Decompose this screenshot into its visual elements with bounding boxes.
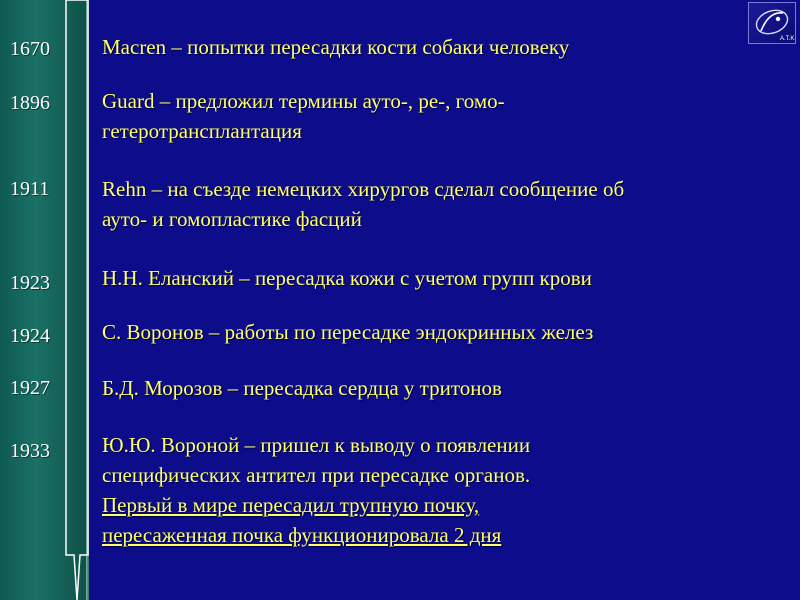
year-1896: 1896 — [10, 92, 50, 114]
entry-line: гетеротрансплантация — [102, 119, 302, 143]
entry-1911 — [102, 174, 782, 234]
year-1927: 1927 — [10, 377, 50, 399]
year-1911: 1911 — [10, 178, 50, 200]
timeline-panel — [0, 0, 89, 600]
entry-line-underlined: Первый в мире пересадил трупную почку, — [102, 493, 480, 517]
entry-line: Б.Д. Морозов – пересадка сердца у тритонов — [102, 376, 502, 400]
entry-1896 — [102, 86, 782, 146]
year-1924: 1924 — [10, 325, 50, 347]
entry-line-underlined: пересаженная почка функционировала 2 дня — [102, 523, 502, 547]
year-1923: 1923 — [10, 272, 50, 294]
year-1670: 1670 — [10, 38, 50, 60]
entry-1924 — [102, 317, 782, 347]
timeline-arrow — [0, 0, 89, 600]
entry-1670 — [102, 32, 782, 62]
entry-line: Macren – попытки пересадки кости собаки человеку — [102, 35, 570, 59]
entry-line: Rehn – на съезде немецких хирургов сделал сообщение об — [102, 177, 625, 201]
entry-line: Ю.Ю. Вороной – пришел к выводу о появлении — [102, 433, 531, 457]
entry-line: С. Воронов – работы по пересадке эндокринных желез — [102, 320, 594, 344]
logo-text: A.T.K. — [780, 36, 795, 42]
entry-1933 — [102, 430, 782, 550]
entry-1923 — [102, 263, 782, 293]
entry-line: Guard – предложил термины ауто-, ре-, гомо- — [102, 89, 505, 113]
entry-line: Н.Н. Еланский – пересадка кожи с учетом групп крови — [102, 266, 592, 290]
entry-line: специфических антител при пересадке органов. — [102, 463, 531, 487]
year-1933: 1933 — [10, 440, 50, 462]
entry-1927 — [102, 373, 782, 403]
entry-line: ауто- и гомопластике фасций — [102, 207, 362, 231]
